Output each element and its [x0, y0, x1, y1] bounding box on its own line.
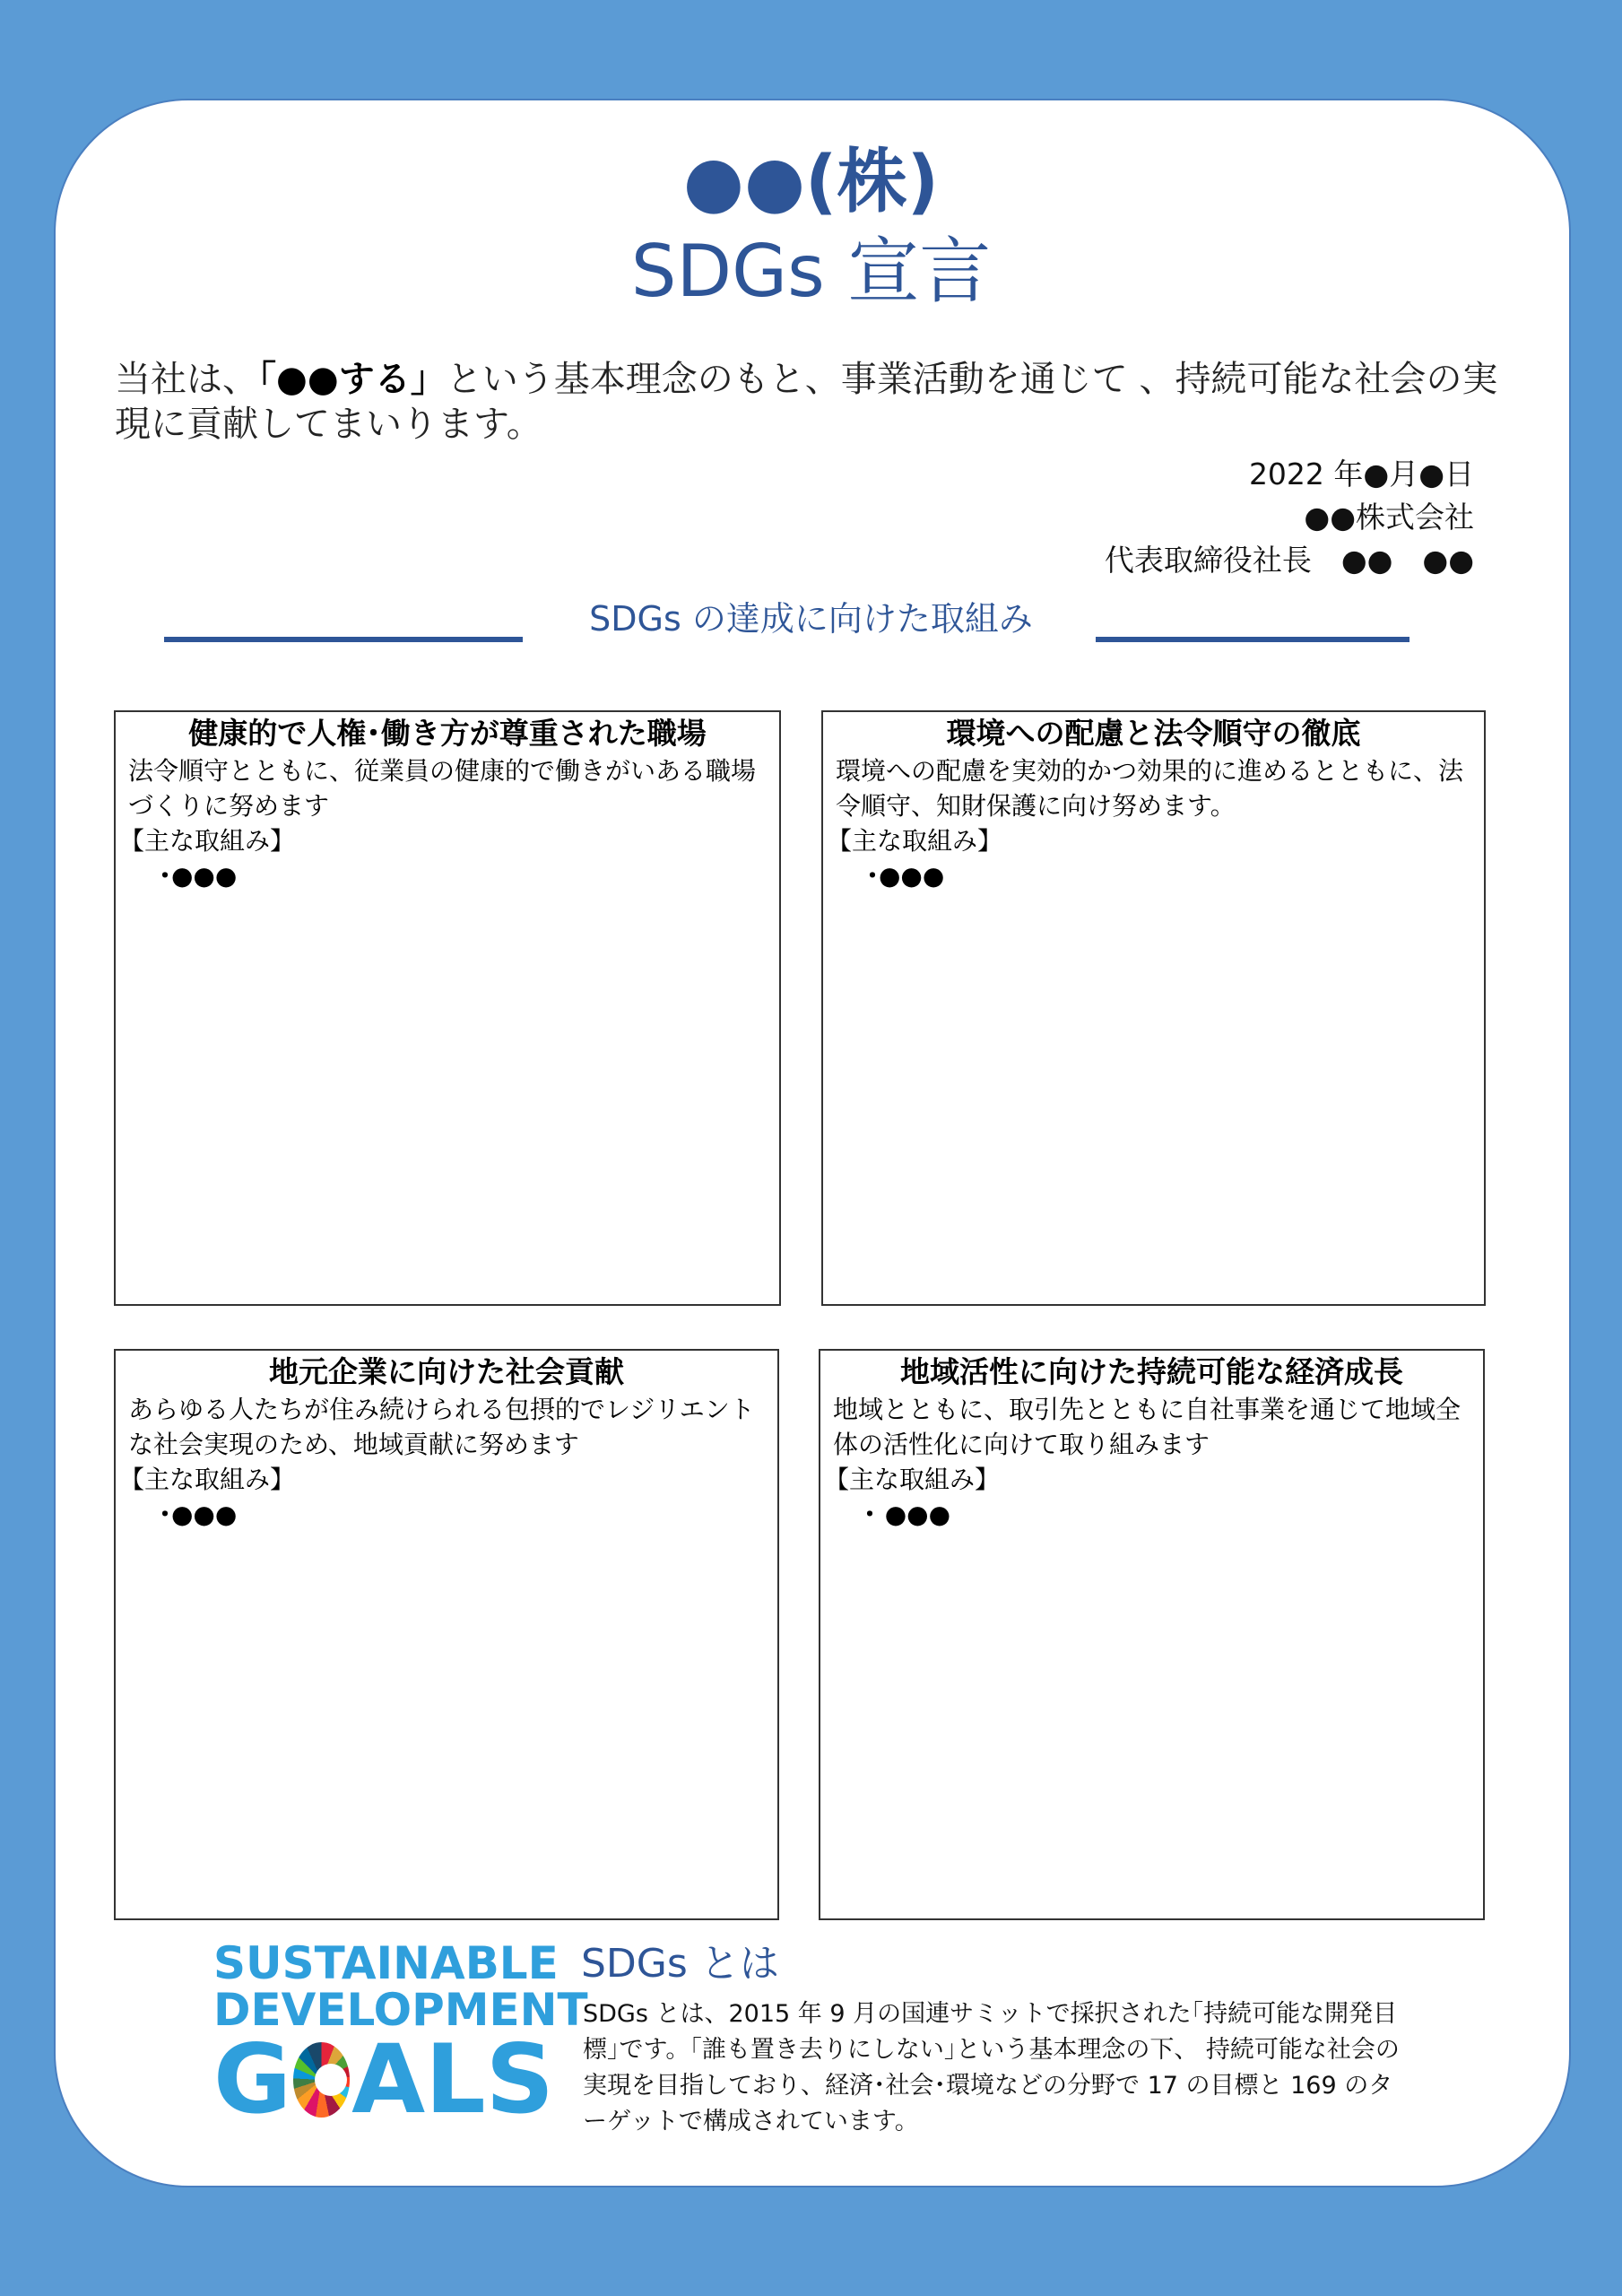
page-title: SDGs 宣言	[630, 230, 992, 313]
initiative-box-economy	[819, 1349, 1485, 1920]
initiative-item: ･●●●	[159, 1500, 238, 1529]
section-title: SDGs の達成に向けた取組み	[589, 599, 1033, 639]
initiative-description: 環境への配慮を実効的かつ効果的に進めるとともに、法令順守、知財保護に向け努めます。	[836, 756, 1464, 821]
logo-line-goals	[213, 2024, 554, 2135]
representative-name: 代表取締役社長 ●● ●●	[1104, 543, 1474, 578]
logo-line-development: DEVELOPMENT	[213, 1984, 588, 2036]
initiative-item: ･ ●●●	[863, 1500, 951, 1529]
initiative-box-workplace	[114, 710, 781, 1306]
initiative-box-environment	[821, 710, 1486, 1306]
company-name: ●●(株)	[682, 142, 940, 222]
initiative-label: 【主な取組み】	[824, 1465, 1001, 1494]
intro-after: という基本理念のもと、事業活動を通じて 、持続可能な社会の実現に貢献してまいります。	[115, 359, 1498, 445]
sdgs-logo	[213, 1937, 588, 2135]
section-divider-right	[1096, 637, 1409, 642]
logo-line-sustainable: SUSTAINABLE	[213, 1937, 559, 1989]
initiative-title: 地域活性に向けた持続可能な経済成長	[900, 1354, 1403, 1389]
initiative-title: 環境への配慮と法令順守の徹底	[946, 716, 1361, 751]
initiative-label: 【主な取組み】	[119, 1465, 296, 1494]
initiative-title: 地元企業に向けた社会貢献	[269, 1354, 624, 1389]
initiative-item: ･●●●	[866, 861, 945, 891]
initiative-description: 法令順守とともに、従業員の健康的で働きがいある職場づくりに努めます	[128, 756, 757, 821]
initiative-description: 地域とともに、取引先とともに自社事業を通じて地域全体の活性化に向けて取り組みます	[833, 1395, 1462, 1459]
about-sdgs-title: SDGs とは	[581, 1941, 779, 1987]
intro-statement	[115, 357, 1514, 447]
initiative-label: 【主な取組み】	[119, 826, 296, 856]
initiative-title: 健康的で人権･働き方が尊重された職場	[188, 716, 707, 751]
about-sdgs-text: SDGs とは、2015 年 9 月の国連サミットで採択された｢持続可能な開発目標｣です。｢誰も置き去りにしない｣という基本理念の下、 持続可能な社会の実現を目指しており、経済･社会･環境などの分野で 17 の目標と 169 のターゲットで構成されています。	[583, 2000, 1400, 2135]
initiative-label: 【主な取組み】	[827, 826, 1003, 856]
signature-block	[1105, 453, 1474, 582]
initiative-box-community	[114, 1349, 779, 1920]
intro-philosophy: 「●●する」	[258, 359, 447, 400]
sdgs-wheel-icon	[293, 2042, 350, 2118]
logo-goals-g: G	[213, 2024, 292, 2135]
signature-company: ●●株式会社	[1304, 500, 1474, 535]
intro-before: 当社は、	[115, 359, 258, 400]
initiative-item: ･●●●	[159, 861, 238, 891]
declaration-date: 2022 年●月●日	[1248, 457, 1474, 491]
initiative-description: あらゆる人たちが住み続けられる包摂的でレジリエントな社会実現のため、地域貢献に努めます	[128, 1395, 755, 1459]
logo-goals-als: ALS	[351, 2024, 554, 2135]
